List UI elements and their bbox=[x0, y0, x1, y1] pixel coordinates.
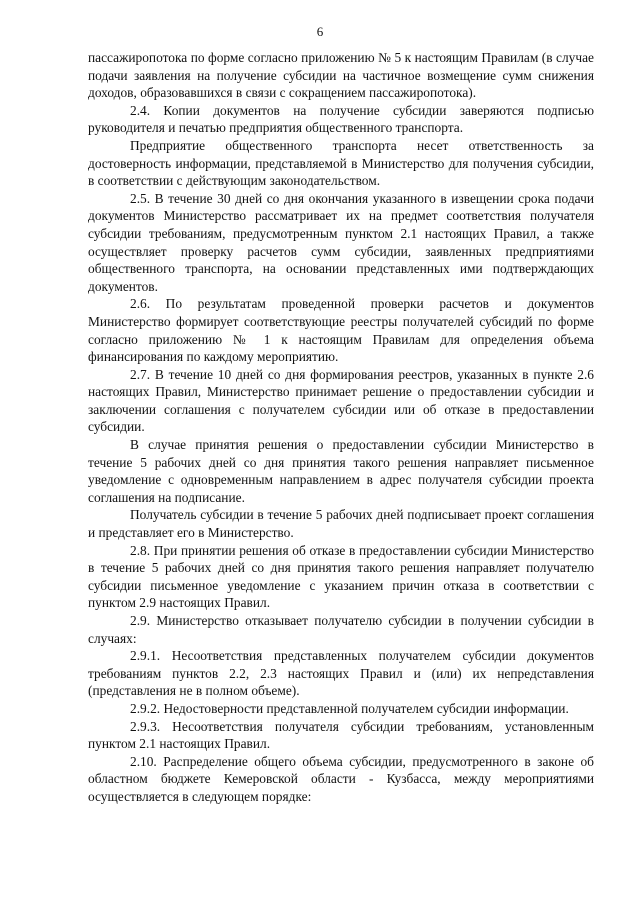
page-number: 6 bbox=[316, 24, 324, 39]
paragraph-2-4: 2.4. Копии документов на получение субсидии заверяются подписью руководителя и печатью предприятия общественного транспорта. bbox=[88, 102, 594, 136]
paragraph-2-9-2: 2.9.2. Недостоверности представленной получателем субсидии информации. bbox=[130, 700, 569, 716]
paragraph-2-10: 2.10. Распределение общего объема субсидии, предусмотренного в законе об областном бюджете Кемеровской области - Кузбасса, между мероприятиями осуществляется в следующем порядке: bbox=[88, 753, 594, 804]
paragraph-2-7: 2.7. В течение 10 дней со дня формирования реестров, указанных в пункте 2.6 настоящих Правил, Министерство принимает решение о предоставлении субсидии и заключении соглашения с получателем субсидии или об отказе в предоставлении субсидии. bbox=[88, 366, 594, 435]
paragraph-2-8: 2.8. При принятии решения об отказе в предоставлении субсидии Министерство в течение 5 рабочих дней со дня принятия такого решения направляет получателю субсидии письменное уведомление с указанием причин отказа в соответствии с пунктом 2.9 настоящих Правил. bbox=[88, 542, 594, 611]
paragraph-signing: Получатель субсидии в течение 5 рабочих дней подписывает проект соглашения и представляет его в Министерство. bbox=[88, 507, 594, 541]
paragraph-2-9: 2.9. Министерство отказывает получателю субсидии в получении субсидии в случаях: bbox=[88, 613, 594, 646]
paragraph-2-9-3: 2.9.3. Несоответствия получателя субсидии требованиям, установленным пунктом 2.1 настоящих Правил. bbox=[88, 718, 594, 752]
paragraph-continuation: пассажиропотока по форме согласно приложению № 5 к настоящим Правилам (в случае подачи заявления на получение субсидии на частичное возмещение сумм снижения доходов, образовавшихся в связи с сокращением пассажиропотока). bbox=[88, 50, 594, 101]
paragraph-responsibility: Предприятие общественного транспорта несет ответственность за достоверность информации, представляемой в Министерство для получения субсидии, в соответствии с действующим законодательством. bbox=[88, 137, 594, 189]
paragraph-2-9-1: 2.9.1. Несоответствия представленных получателем субсидии документов требованиям пунктов 2.2, 2.3 настоящих Правил и (или) их непредставления (представления не в полном объеме). bbox=[88, 648, 594, 699]
paragraph-2-6: 2.6. По результатам проведенной проверки расчетов и документов Министерство формирует соответствующие реестры получателей субсидий по форме согласно приложению № 1 к настоящим Правилам для определения объема финансирования по каждому мероприятию. bbox=[88, 296, 594, 365]
paragraph-2-5: 2.5. В течение 30 дней со дня окончания указанного в извещении срока подачи документов Министерство рассматривает их на предмет соответствия получателя субсидии требованиям, предусмотренным пунктом 2.1 настоящих Правил, а также осуществляет проверку расчетов сумм субсидии, заявленных предприятиями общественного транспорта, на основании представленных ими подтверждающих документов. bbox=[88, 190, 594, 294]
paragraph-decision-notice: В случае принятия решения о предоставлении субсидии Министерство в течение 5 рабочих дней со дня принятия такого решения направляет письменное уведомление с одновременным направлением в адрес получателя субсидии проекта соглашения на подписание. bbox=[88, 437, 594, 505]
